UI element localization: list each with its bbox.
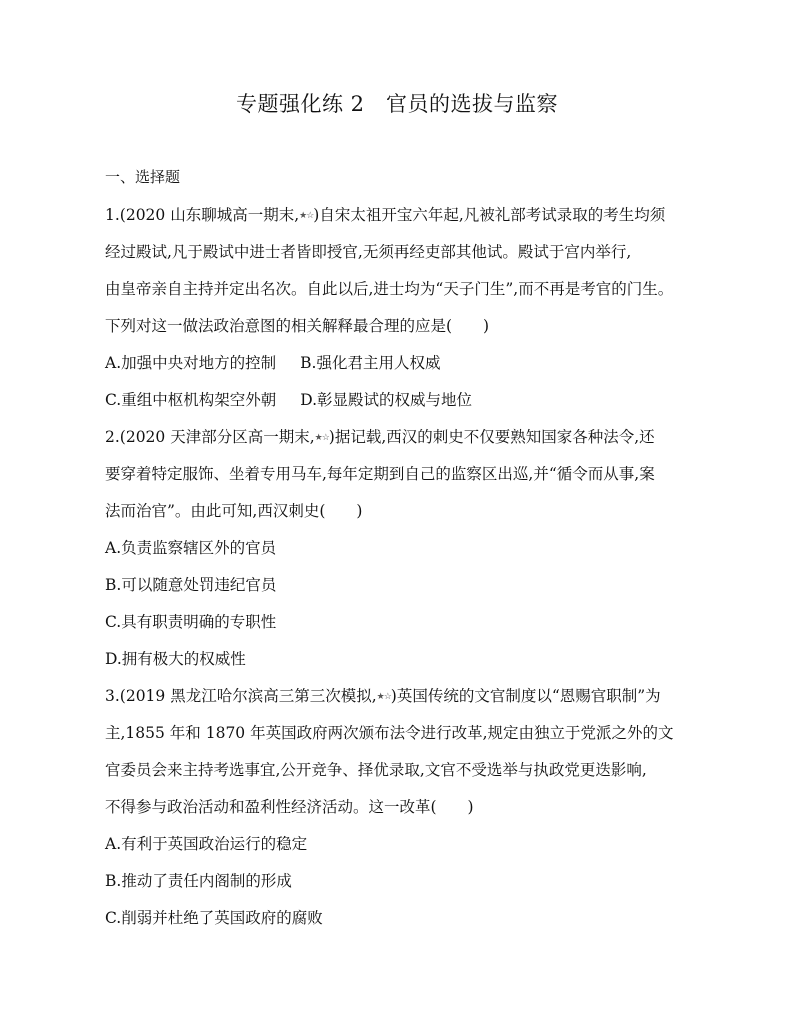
question-1-line-2: 经过殿试,凡于殿试中进士者皆即授官,无须再经吏部其他试。殿试于宫内举行, xyxy=(105,243,632,261)
question-3-option-b[interactable]: B.推动了责任内阁制的形成 xyxy=(105,872,292,890)
question-3-option-a[interactable]: A.有利于英国政治运行的稳定 xyxy=(105,835,308,853)
question-1-line-4: 下列对这一做法政治意图的相关解释最合理的应是( ) xyxy=(105,317,490,335)
question-1-options-row-2 xyxy=(105,388,472,410)
question-1-option-a[interactable]: A.加强中央对地方的控制 xyxy=(105,354,277,372)
question-3-line-4: 不得参与政治活动和盈利性经济活动。这一改革( ) xyxy=(105,798,474,816)
difficulty-star-icon: ★☆ xyxy=(314,433,329,443)
question-3-text: )英国传统的文官制度以“恩赐官职制”为 xyxy=(390,687,661,705)
question-1-option-d[interactable]: D.彰显殿试的权威与地位 xyxy=(300,391,473,409)
question-1-line-3: 由皇帝亲自主持并定出名次。自此以后,进士均为“天子门生”,而不再是考官的门生。 xyxy=(105,280,674,298)
question-2-line-1 xyxy=(105,425,655,447)
question-2-line-2: 要穿着特定服饰、坐着专用马车,每年定期到自己的监察区出巡,并“循令而从事,案 xyxy=(105,465,655,483)
section-heading: 一、选择题 xyxy=(105,168,181,186)
difficulty-star-icon: ★☆ xyxy=(376,692,391,702)
question-3-line-2: 主,1855 年和 1870 年英国政府两次颁布法令进行改革,规定由独立于党派之外的文 xyxy=(105,724,674,742)
question-1-source: 1.(2020 山东聊城高一期末, xyxy=(105,206,300,224)
question-1-options-row-1 xyxy=(105,351,440,373)
question-1-option-c[interactable]: C.重组中枢机构架空外朝 xyxy=(105,391,277,409)
question-2-source: 2.(2020 天津部分区高一期末, xyxy=(105,428,315,446)
question-2-option-d[interactable]: D.拥有极大的权威性 xyxy=(105,650,246,668)
question-2-option-a[interactable]: A.负责监察辖区外的官员 xyxy=(105,539,277,557)
question-3-option-c[interactable]: C.削弱并杜绝了英国政府的腐败 xyxy=(105,909,323,927)
question-3-line-1 xyxy=(105,684,661,706)
question-2-option-c[interactable]: C.具有职责明确的专职性 xyxy=(105,613,277,631)
question-1-line-1 xyxy=(105,203,665,225)
question-3-line-3: 官委员会来主持考选事宜,公开竞争、择优录取,文官不受选举与执政党更迭影响, xyxy=(105,761,647,779)
question-2-line-3: 法而治官”。由此可知,西汉刺史( ) xyxy=(105,502,363,520)
question-3-source: 3.(2019 黑龙江哈尔滨高三第三次模拟, xyxy=(105,687,377,705)
question-2-option-b[interactable]: B.可以随意处罚违纪官员 xyxy=(105,576,277,594)
difficulty-star-icon: ★☆ xyxy=(299,211,314,221)
question-1-option-b[interactable]: B.强化君主用人权威 xyxy=(300,354,441,372)
question-1-text: )自宋太祖开宝六年起,凡被礼部考试录取的考生均须 xyxy=(313,206,666,224)
question-2-text: )据记载,西汉的刺史不仅要熟知国家各种法令,还 xyxy=(328,428,655,446)
page-title: 专题强化练 2 官员的选拔与监察 xyxy=(235,92,559,116)
